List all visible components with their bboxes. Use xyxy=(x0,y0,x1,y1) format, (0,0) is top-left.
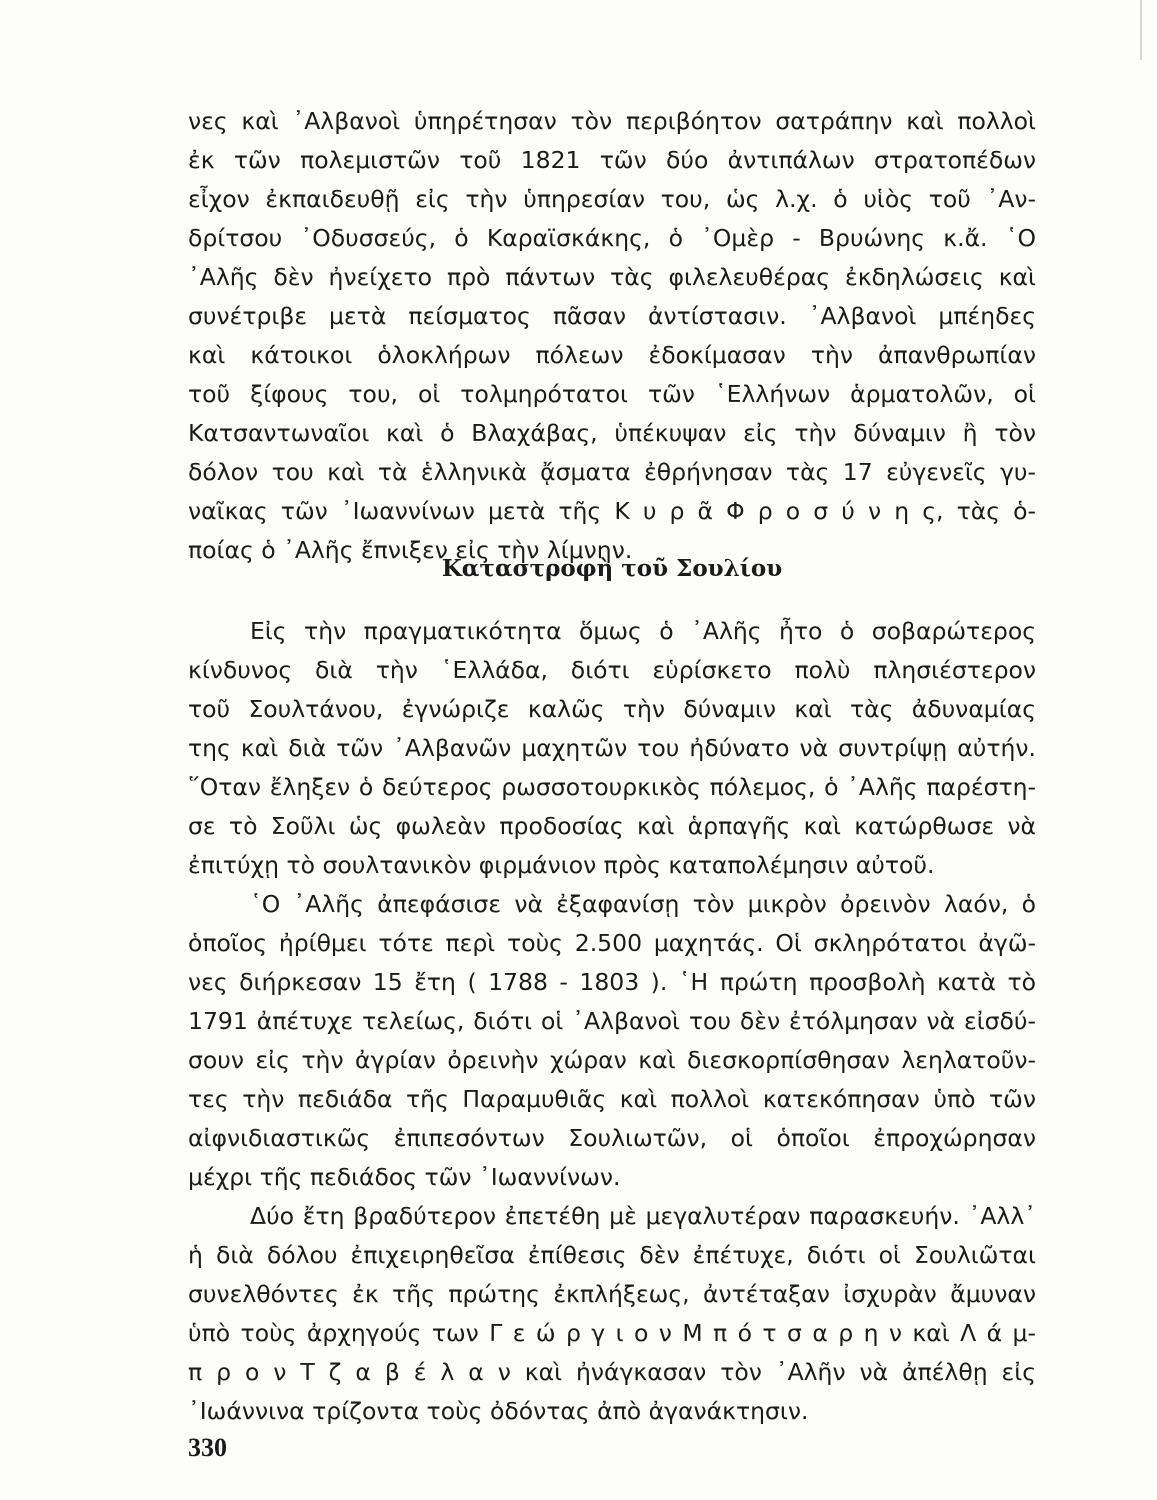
page-number: 330 xyxy=(188,1433,227,1462)
text-line: Κατσαντωναῖοι καὶ ὁ Βλαχάβας, ὑπέκυψαν εἰς τὴν δύναμιν ἢ τὸν xyxy=(188,419,1036,447)
text-line: ᾿Αλῆς δὲν ἠνείχετο πρὸ πάντων τὰς φιλελευθέρας ἐκδηλώσεις καὶ xyxy=(188,263,1036,291)
text-line: κίνδυνος διὰ τὴν ῾Ελλάδα, διότι εὑρίσκετο πολὺ πλησιέστερον xyxy=(188,656,1036,684)
text-line: δρίτσου ᾿Οδυσσεύς, ὁ Καραϊσκάκης, ὁ ᾿Ομὲρ - Βρυώνης κ.ἄ. ῾Ο xyxy=(188,224,1036,252)
text-line: συνελθόντες ἐκ τῆς πρώτης ἐκπλήξεως, ἀντέταξαν ἰσχυρὰν ἄμυναν xyxy=(188,1280,1036,1308)
text-line: ἡ διὰ δόλου ἐπιχειρηθεῖσα ἐπίθεσις δὲν ἐπέτυχε, διότι οἱ Σουλιῶται xyxy=(188,1241,1036,1269)
text-line: Δύο ἔτη βραδύτερον ἐπετέθη μὲ μεγαλυτέραν παρασκευήν. ᾿Αλλ᾿ xyxy=(250,1202,1036,1230)
text-line: σε τὸ Σοῦλι ὡς φωλεὰν προδοσίας καὶ ἁρπαγῆς καὶ κατώρθωσε νὰ xyxy=(188,812,1036,840)
text-line: τοῦ Σουλτάνου, ἐγνώριζε καλῶς τὴν δύναμιν καὶ τὰς ἀδυναμίας xyxy=(188,695,1036,723)
text-line: π ρ ο ν Τ ζ α β έ λ α ν καὶ ἠνάγκασαν τὸν ᾿Αλῆν νὰ ἀπέλθῃ εἰς xyxy=(188,1358,1036,1386)
text-line: ναῖκας τῶν ᾿Ιωαννίνων μετὰ τῆς Κ υ ρ ᾶ Φ ρ ο σ ύ ν η ς, τὰς ὁ- xyxy=(188,497,1036,525)
text-line: σουν εἰς τὴν ἀγρίαν ὀρεινὴν χώραν καὶ διεσκορπίσθησαν λεηλατοῦν- xyxy=(188,1046,1036,1074)
section-heading: Καταστροφὴ τοῦ Σουλίου xyxy=(441,555,783,582)
text-line: δόλον του καὶ τὰ ἑλληνικὰ ᾄσματα ἐθρήνησαν τὰς 17 εὐγενεῖς γυ- xyxy=(188,458,1036,486)
text-line: συνέτριβε μετὰ πείσματος πᾶσαν ἀντίστασιν. ᾿Αλβανοὶ μπέηδες xyxy=(188,302,1036,330)
section-body xyxy=(188,612,1036,1431)
scan-edge-mark xyxy=(1140,0,1142,60)
text-line: της καὶ διὰ τῶν ᾿Αλβανῶν μαχητῶν του ἠδύνατο νὰ συντρίψῃ αὐτήν. xyxy=(188,734,1036,762)
text-line: ἐκ τῶν πολεμιστῶν τοῦ 1821 τῶν δύο ἀντιπάλων στρατοπέδων xyxy=(188,146,1036,174)
continuation-paragraph xyxy=(188,102,1036,570)
text-line: νες καὶ ᾿Αλβανοὶ ὑπηρέτησαν τὸν περιβόητον σατράπην καὶ πολλοὶ xyxy=(188,107,1036,135)
text-line: ἐπιτύχῃ τὸ σουλτανικὸν φιρμάνιον πρὸς καταπολέμησιν αὐτοῦ. xyxy=(188,851,935,879)
text-line: ὁποῖος ἠρίθμει τότε περὶ τοὺς 2.500 μαχητάς. Οἱ σκληρότατοι ἀγῶ- xyxy=(188,929,1036,957)
text-line: Εἰς τὴν πραγματικότητα ὅμως ὁ ᾿Αλῆς ἦτο ὁ σοβαρώτερος xyxy=(250,617,1036,645)
text-line: ῾Ο ᾿Αλῆς ἀπεφάσισε νὰ ἐξαφανίσῃ τὸν μικρὸν ὀρεινὸν λαόν, ὁ xyxy=(250,890,1036,918)
text-line: 1791 ἀπέτυχε τελείως, διότι οἱ ᾿Αλβανοὶ του δὲν ἐτόλμησαν νὰ εἰσδύ- xyxy=(188,1007,1036,1035)
text-line: αἰφνιδιαστικῶς ἐπιπεσόντων Σουλιωτῶν, οἱ ὁποῖοι ἐπροχώρησαν xyxy=(188,1124,1036,1152)
text-line: νες διήρκεσαν 15 ἔτη ( 1788 - 1803 ). ῾Η πρώτη προσβολὴ κατὰ τὸ xyxy=(188,968,1036,996)
text-line: εἶχον ἐκπαιδευθῇ εἰς τὴν ὑπηρεσίαν του, ὡς λ.χ. ὁ υἱὸς τοῦ ᾿Αν- xyxy=(188,185,1036,213)
text-line: ᾿Ιωάννινα τρίζοντα τοὺς ὀδόντας ἀπὸ ἀγανάκτησιν. xyxy=(188,1397,809,1425)
text-line: τοῦ ξίφους του, οἱ τολμηρότατοι τῶν ῾Ελλήνων ἁρματολῶν, οἱ xyxy=(188,380,1036,408)
text-line: τες τὴν πεδιάδα τῆς Παραμυθιᾶς καὶ πολλοὶ κατεκόπησαν ὑπὸ τῶν xyxy=(188,1085,1036,1113)
text-line: ποίας ὁ ᾿Αλῆς ἔπνιξεν εἰς τὴν λίμνην. xyxy=(188,536,633,564)
text-line: μέχρι τῆς πεδιάδος τῶν ᾿Ιωαννίνων. xyxy=(188,1163,621,1191)
text-line: ὑπὸ τοὺς ἀρχηγούς των Γ ε ώ ρ γ ι ο ν Μ π ό τ σ α ρ η ν καὶ Λ ά μ- xyxy=(188,1319,1036,1347)
text-line: καὶ κάτοικοι ὁλοκλήρων πόλεων ἐδοκίμασαν τὴν ἀπανθρωπίαν xyxy=(188,341,1036,369)
text-line: ῞Οταν ἔληξεν ὁ δεύτερος ρωσσοτουρκικὸς πόλεμος, ὁ ᾿Αλῆς παρέστη- xyxy=(188,773,1036,801)
